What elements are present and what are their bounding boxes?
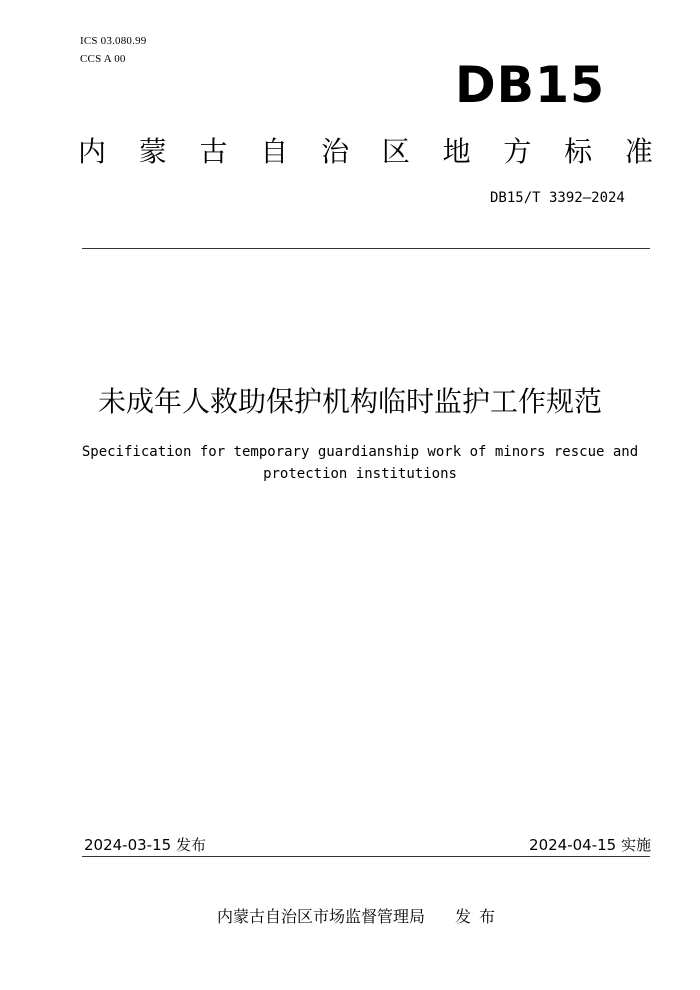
standard-type-heading xyxy=(78,132,653,172)
standard-type-char: 古 xyxy=(199,135,228,168)
standard-type-char: 区 xyxy=(381,135,410,168)
issue-date: 2024-03-15 发布 xyxy=(84,836,206,854)
title-english-line-2: protection institutions xyxy=(263,466,457,482)
standard-number: DB15/T 3392—2024 xyxy=(490,190,625,206)
standard-type-char: 方 xyxy=(503,135,532,168)
standard-type-char: 内 xyxy=(78,135,107,168)
issuer-line xyxy=(200,904,520,927)
ccs-code: CCS A 00 xyxy=(80,53,126,65)
standard-type-char: 蒙 xyxy=(138,135,167,168)
issuer-name: 内蒙古自治区市场监督管理局 xyxy=(216,907,425,926)
standard-type-char: 地 xyxy=(442,135,471,168)
title-english xyxy=(70,441,650,485)
ics-code: ICS 03.080.99 xyxy=(80,35,147,47)
standard-type-char: 治 xyxy=(321,135,350,168)
bottom-divider xyxy=(82,856,650,857)
db15-logo: DB15 xyxy=(455,56,606,114)
standard-type-char: 自 xyxy=(260,135,289,168)
implementation-date: 2024-04-15 实施 xyxy=(529,836,651,854)
standard-type-char: 标 xyxy=(564,135,593,168)
title-chinese: 未成年人救助保护机构临时监护工作规范 xyxy=(97,385,602,418)
title-english-line-1: Specification for temporary guardianship work of minors rescue and xyxy=(81,444,639,460)
issuer-action: 发布 xyxy=(455,907,504,926)
standard-type-char: 准 xyxy=(624,135,653,168)
top-divider xyxy=(82,248,650,249)
